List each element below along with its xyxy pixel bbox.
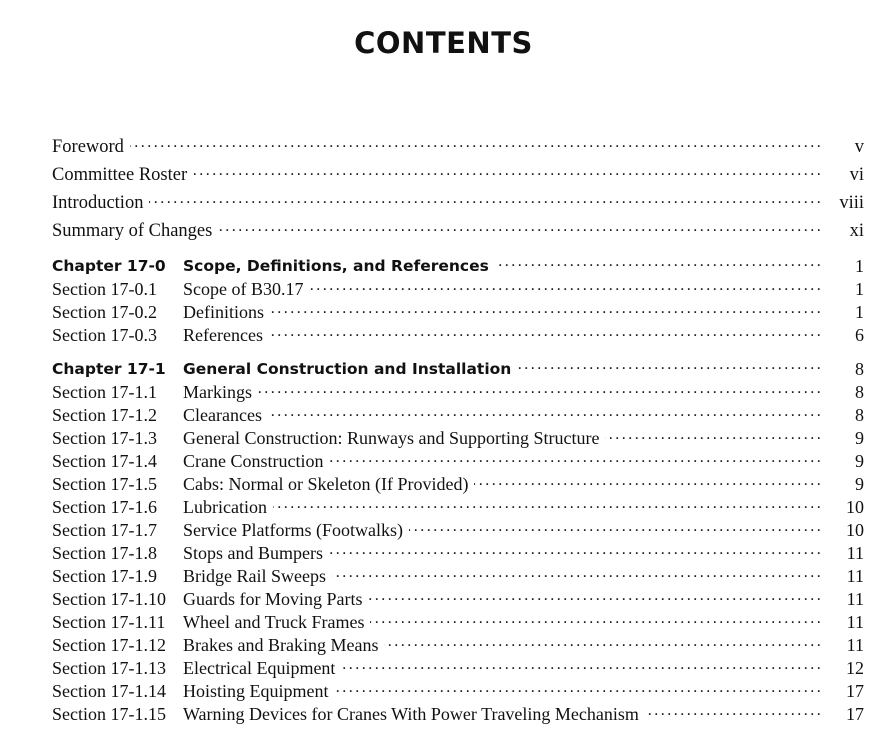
toc-entry-section[interactable] [52,703,864,725]
toc-entry-section[interactable] [52,519,864,541]
toc-entry-page: 8 [855,359,864,379]
dot-leader [269,327,820,341]
toc-entry-section[interactable] [52,450,864,472]
toc-entry-section[interactable] [52,324,864,346]
toc-entry-section[interactable] [52,588,864,610]
section-number: Section 17-0.1 [52,279,157,299]
section-number: Section 17-1.9 [52,566,157,586]
toc-entry-section[interactable] [52,611,864,633]
toc-entry-page: 11 [846,612,864,632]
section-title: Stops and Bumpers [183,543,324,563]
toc-entry-page: 1 [855,279,864,299]
dot-leader [368,591,820,605]
section-number: Section 17-1.4 [52,451,157,471]
toc-entry-label: Introduction [52,193,144,213]
toc-entry-section[interactable] [52,278,864,300]
section-title: Hoisting Equipment [183,681,329,701]
section-number: Section 17-1.8 [52,543,157,563]
toc-entry-page: 10 [846,520,864,540]
dot-leader [384,637,820,651]
toc-entry-page: 11 [846,635,864,655]
dot-leader [517,360,820,374]
toc-entry-page: 12 [846,658,864,678]
toc-entry-foreword[interactable] [52,136,864,158]
toc-entry-page: 10 [846,497,864,517]
dot-leader [258,384,820,398]
toc-entry-section[interactable] [52,657,864,679]
toc-entry-section[interactable] [52,404,864,426]
toc-entry-page: 11 [846,589,864,609]
section-title: Clearances [183,405,262,425]
toc-entry-page: viii [839,193,864,213]
section-title: Guards for Moving Parts [183,589,363,609]
dot-leader [310,281,821,295]
toc-entry-page: 17 [846,681,864,701]
toc-entry-page: 9 [855,451,864,471]
toc-entry-page: vi [849,165,864,185]
section-number: Section 17-1.14 [52,681,166,701]
dot-leader [193,166,820,180]
toc-chapter-17-1[interactable] [52,358,864,380]
toc-entry-section[interactable] [52,301,864,323]
section-number: Section 17-1.7 [52,520,157,540]
toc-chapter-17-0[interactable] [52,255,864,277]
toc-entry-page: 11 [846,543,864,563]
section-title: Bridge Rail Sweeps [183,566,326,586]
dot-leader [130,138,820,152]
toc-entry-section[interactable] [52,680,864,702]
section-number: Section 17-0.2 [52,302,157,322]
section-title: Service Platforms (Footwalks) [183,520,403,540]
section-title: Lubrication [183,497,267,517]
section-number: Section 17-1.15 [52,704,166,724]
section-number: Section 17-1.3 [52,428,157,448]
toc-entry-section[interactable] [52,473,864,495]
section-number: Section 17-1.11 [52,612,166,632]
toc-entry-section[interactable] [52,427,864,449]
dot-leader [370,614,820,628]
section-title: Scope of B30.17 [183,279,304,299]
dot-leader [270,304,820,318]
dot-leader [335,683,821,697]
dot-leader [341,660,820,674]
toc-entry-introduction[interactable] [52,192,864,214]
toc-entry-page: 8 [855,382,864,402]
section-number: Section 17-1.2 [52,405,157,425]
toc-entry-section[interactable] [52,381,864,403]
toc-entry-summary-of-changes[interactable] [52,220,864,242]
toc-entry-label: Summary of Changes [52,221,213,241]
dot-leader [605,430,820,444]
section-title: Definitions [183,302,264,322]
dot-leader [149,194,820,208]
toc-entry-label: Foreword [52,137,124,157]
dot-leader [409,522,820,536]
section-title: Electrical Equipment [183,658,336,678]
toc-entry-page: 11 [846,566,864,586]
dot-leader [332,568,820,582]
chapter-number: Chapter 17-1 [52,360,166,378]
section-title: General Construction: Runways and Supporting Structure [183,428,600,448]
dot-leader [329,453,820,467]
toc-entry-page: xi [849,221,864,241]
section-title: Crane Construction [183,451,324,471]
toc-entry-page: 6 [855,325,864,345]
toc-entry-page: 1 [855,302,864,322]
toc-entry-label: Committee Roster [52,165,188,185]
toc-entry-page: 1 [855,256,864,276]
toc-entry-page: 17 [846,704,864,724]
section-number: Section 17-1.13 [52,658,166,678]
section-title: Cabs: Normal or Skeleton (If Provided) [183,474,469,494]
section-title: Wheel and Truck Frames [183,612,365,632]
dot-leader [273,499,820,513]
chapter-title: Scope, Definitions, and References [183,257,489,275]
toc-entry-section[interactable] [52,542,864,564]
section-number: Section 17-1.5 [52,474,157,494]
chapter-title: General Construction and Installation [183,360,512,378]
toc-entry-committee-roster[interactable] [52,164,864,186]
toc-entry-page: 9 [855,474,864,494]
dot-leader [645,706,820,720]
section-number: Section 17-1.12 [52,635,166,655]
dot-leader [495,257,820,271]
dot-leader [268,407,820,421]
dot-leader [474,476,820,490]
toc-entry-page: 8 [855,405,864,425]
toc-entry-page: v [854,137,864,157]
toc-entry-section[interactable] [52,565,864,587]
section-title: Markings [183,382,252,402]
section-number: Section 17-1.1 [52,382,157,402]
chapter-number: Chapter 17-0 [52,257,166,275]
section-title: Warning Devices for Cranes With Power Traveling Mechanism [183,704,639,724]
section-title: Brakes and Braking Means [183,635,379,655]
section-title: References [183,325,263,345]
dot-leader [218,222,820,236]
section-number: Section 17-1.6 [52,497,157,517]
section-number: Section 17-1.10 [52,589,166,609]
toc-entry-section[interactable] [52,496,864,518]
toc-entry-page: 9 [855,428,864,448]
page-title: CONTENTS [354,26,533,60]
toc-entry-section[interactable] [52,634,864,656]
section-number: Section 17-0.3 [52,325,157,345]
dot-leader [329,545,820,559]
